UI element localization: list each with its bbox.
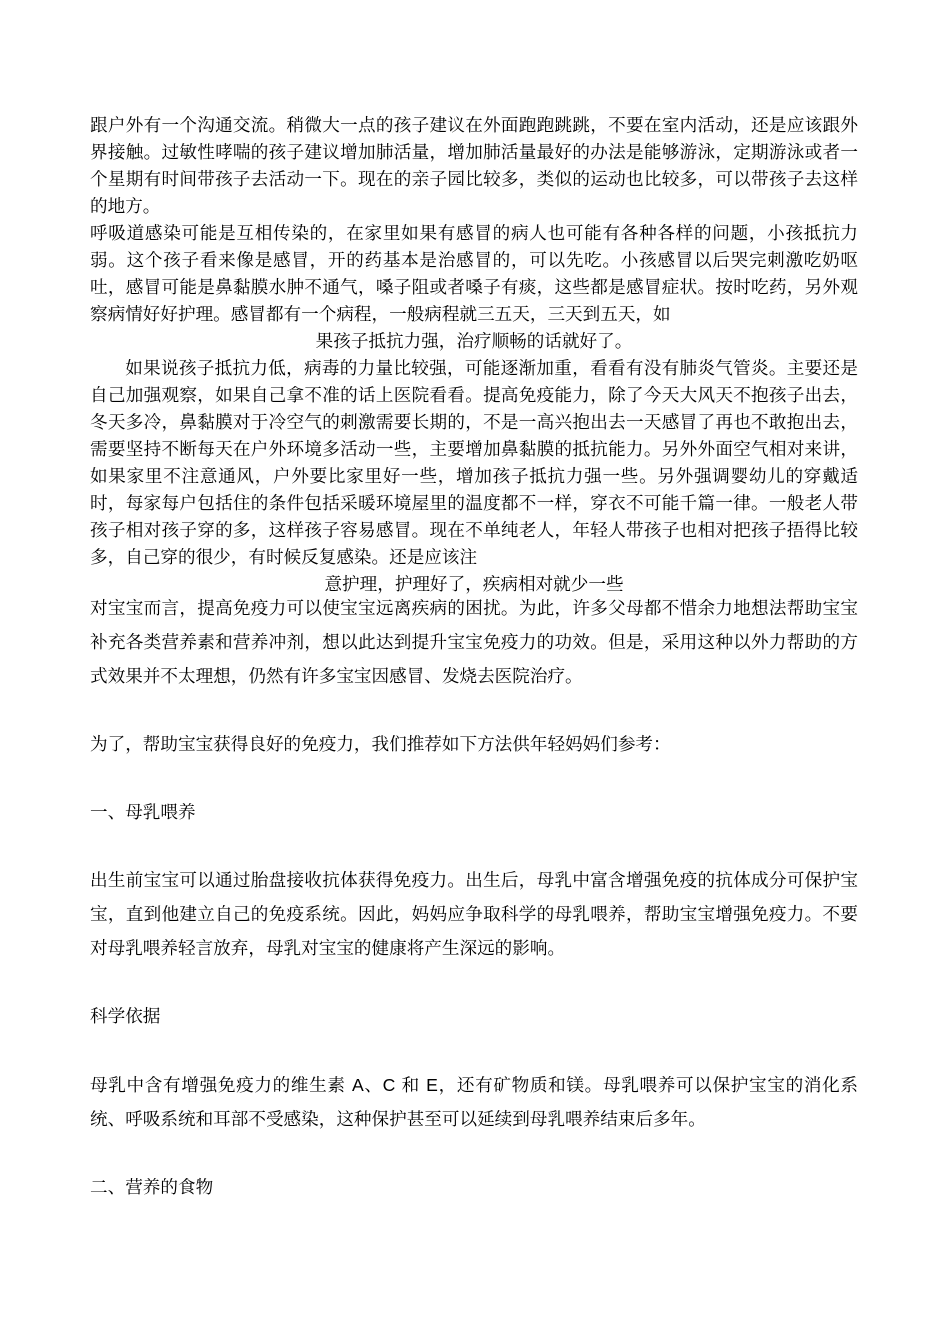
paragraph-respiratory-infection: 呼吸道感染可能是互相传染的，在家里如果有感冒的病人也可能有各种各样的问题，小孩抵抗力弱。这个孩子看来像是感冒，开的药基本是治感冒的，可以先吃。小孩感冒以后哭完刺激吃奶呕吐，感冒可能是鼻黏膜水肿不通气，嗓子阻或者嗓子有痰，这些都是感冒症状。按时吃药，另外观察病情好好护理。感冒都有一个病程，一般病程就三五天，三天到五天，如 bbox=[90, 224, 858, 325]
paragraph-respiratory-infection-end: 果孩子抵抗力强，治疗顺畅的话就好了。 bbox=[315, 332, 633, 352]
paragraph-resistance-end: 意护理，护理好了，疾病相对就少一些 bbox=[324, 575, 624, 595]
top-text-block bbox=[90, 113, 858, 599]
text-run: ，还有矿物质和镁。母乳喂养可以保护宝宝的消化系统、呼吸系统和耳部不受感染，这种保护甚至可以延续到母乳喂养结束后多年。 bbox=[90, 1076, 858, 1130]
paragraph-resistance: 如果说孩子抵抗力低，病毒的力量比较强，可能逐渐加重，看看有没有肺炎气管炎。主要还是自己加强观察，如果自己拿不准的话上医院看看。提高免疫能力，除了今天大风天不抱孩子出去，冬天多冷，鼻黏膜对于冷空气的刺激需要长期的，不是一高兴抱出去一天感冒了再也不敢抱出去，需要坚持不断每天在户外环境多活动一些，主要增加鼻黏膜的抵抗能力。另外外面空气相对来讲，如果家里不注意通风，户外要比家里好一些，增加孩子抵抗力强一些。另外强调婴幼儿的穿戴适时，每家每户包括住的条件包括采暖环境屋里的温度都不一样，穿衣不可能千篇一律。一般老人带孩子相对孩子穿的多，这样孩子容易感冒。现在不单纯老人，年轻人带孩子也相对把孩子捂得比较多，自己穿的很少，有时候反复感染。还是应该注 bbox=[90, 359, 858, 568]
paragraph-scientific-basis bbox=[90, 1068, 858, 1137]
vitamin-e-label: E bbox=[426, 1075, 438, 1095]
bottom-text-block bbox=[90, 592, 858, 1239]
paragraph-outdoor-activity: 跟户外有一个沟通交流。稍微大一点的孩子建议在外面跑跑跳跳，不要在室内活动，还是应该跟外界接触。过敏性哮喘的孩子建议增加肺活量，增加肺活量最好的办法是能够游泳，定期游泳或者一个星期有时间带孩子去活动一下。现在的亲子园比较多，类似的运动也比较多，可以带孩子去这样的地方。 bbox=[90, 116, 858, 217]
vitamin-c-label: C bbox=[382, 1075, 396, 1095]
paragraph-breastfeeding: 出生前宝宝可以通过胎盘接收抗体获得免疫力。出生后，母乳中富含增强免疫的抗体成分可保护宝宝，直到他建立自己的免疫系统。因此，妈妈应争取科学的母乳喂养，帮助宝宝增强免疫力。不要对母乳喂养轻言放弃，母乳对宝宝的健康将产生深远的影响。 bbox=[90, 871, 858, 959]
vitamin-a-label: A bbox=[351, 1075, 364, 1095]
section-heading-scientific-basis: 科学依据 bbox=[90, 1007, 161, 1027]
paragraph-immunity-intro: 对宝宝而言，提高免疫力可以使宝宝远离疾病的困扰。为此，许多父母都不惜余力地想法帮助宝宝补充各类营养素和营养冲剂，想以此达到提升宝宝免疫力的功效。但是，采用这种以外力帮助的方式效果并不太理想，仍然有许多宝宝因感冒、发烧去医院治疗。 bbox=[90, 599, 858, 687]
paragraph-method-intro: 为了，帮助宝宝获得良好的免疫力，我们推荐如下方法供年轻妈妈们参考： bbox=[90, 735, 671, 755]
text-run: 、 bbox=[363, 1076, 383, 1096]
section-heading-breastfeeding: 一、母乳喂养 bbox=[90, 803, 196, 823]
text-run: 母乳中含有增强免疫力的维生素 bbox=[90, 1076, 352, 1096]
section-heading-nutritious-food: 二、营养的食物 bbox=[90, 1178, 214, 1198]
text-run: 和 bbox=[395, 1076, 427, 1096]
